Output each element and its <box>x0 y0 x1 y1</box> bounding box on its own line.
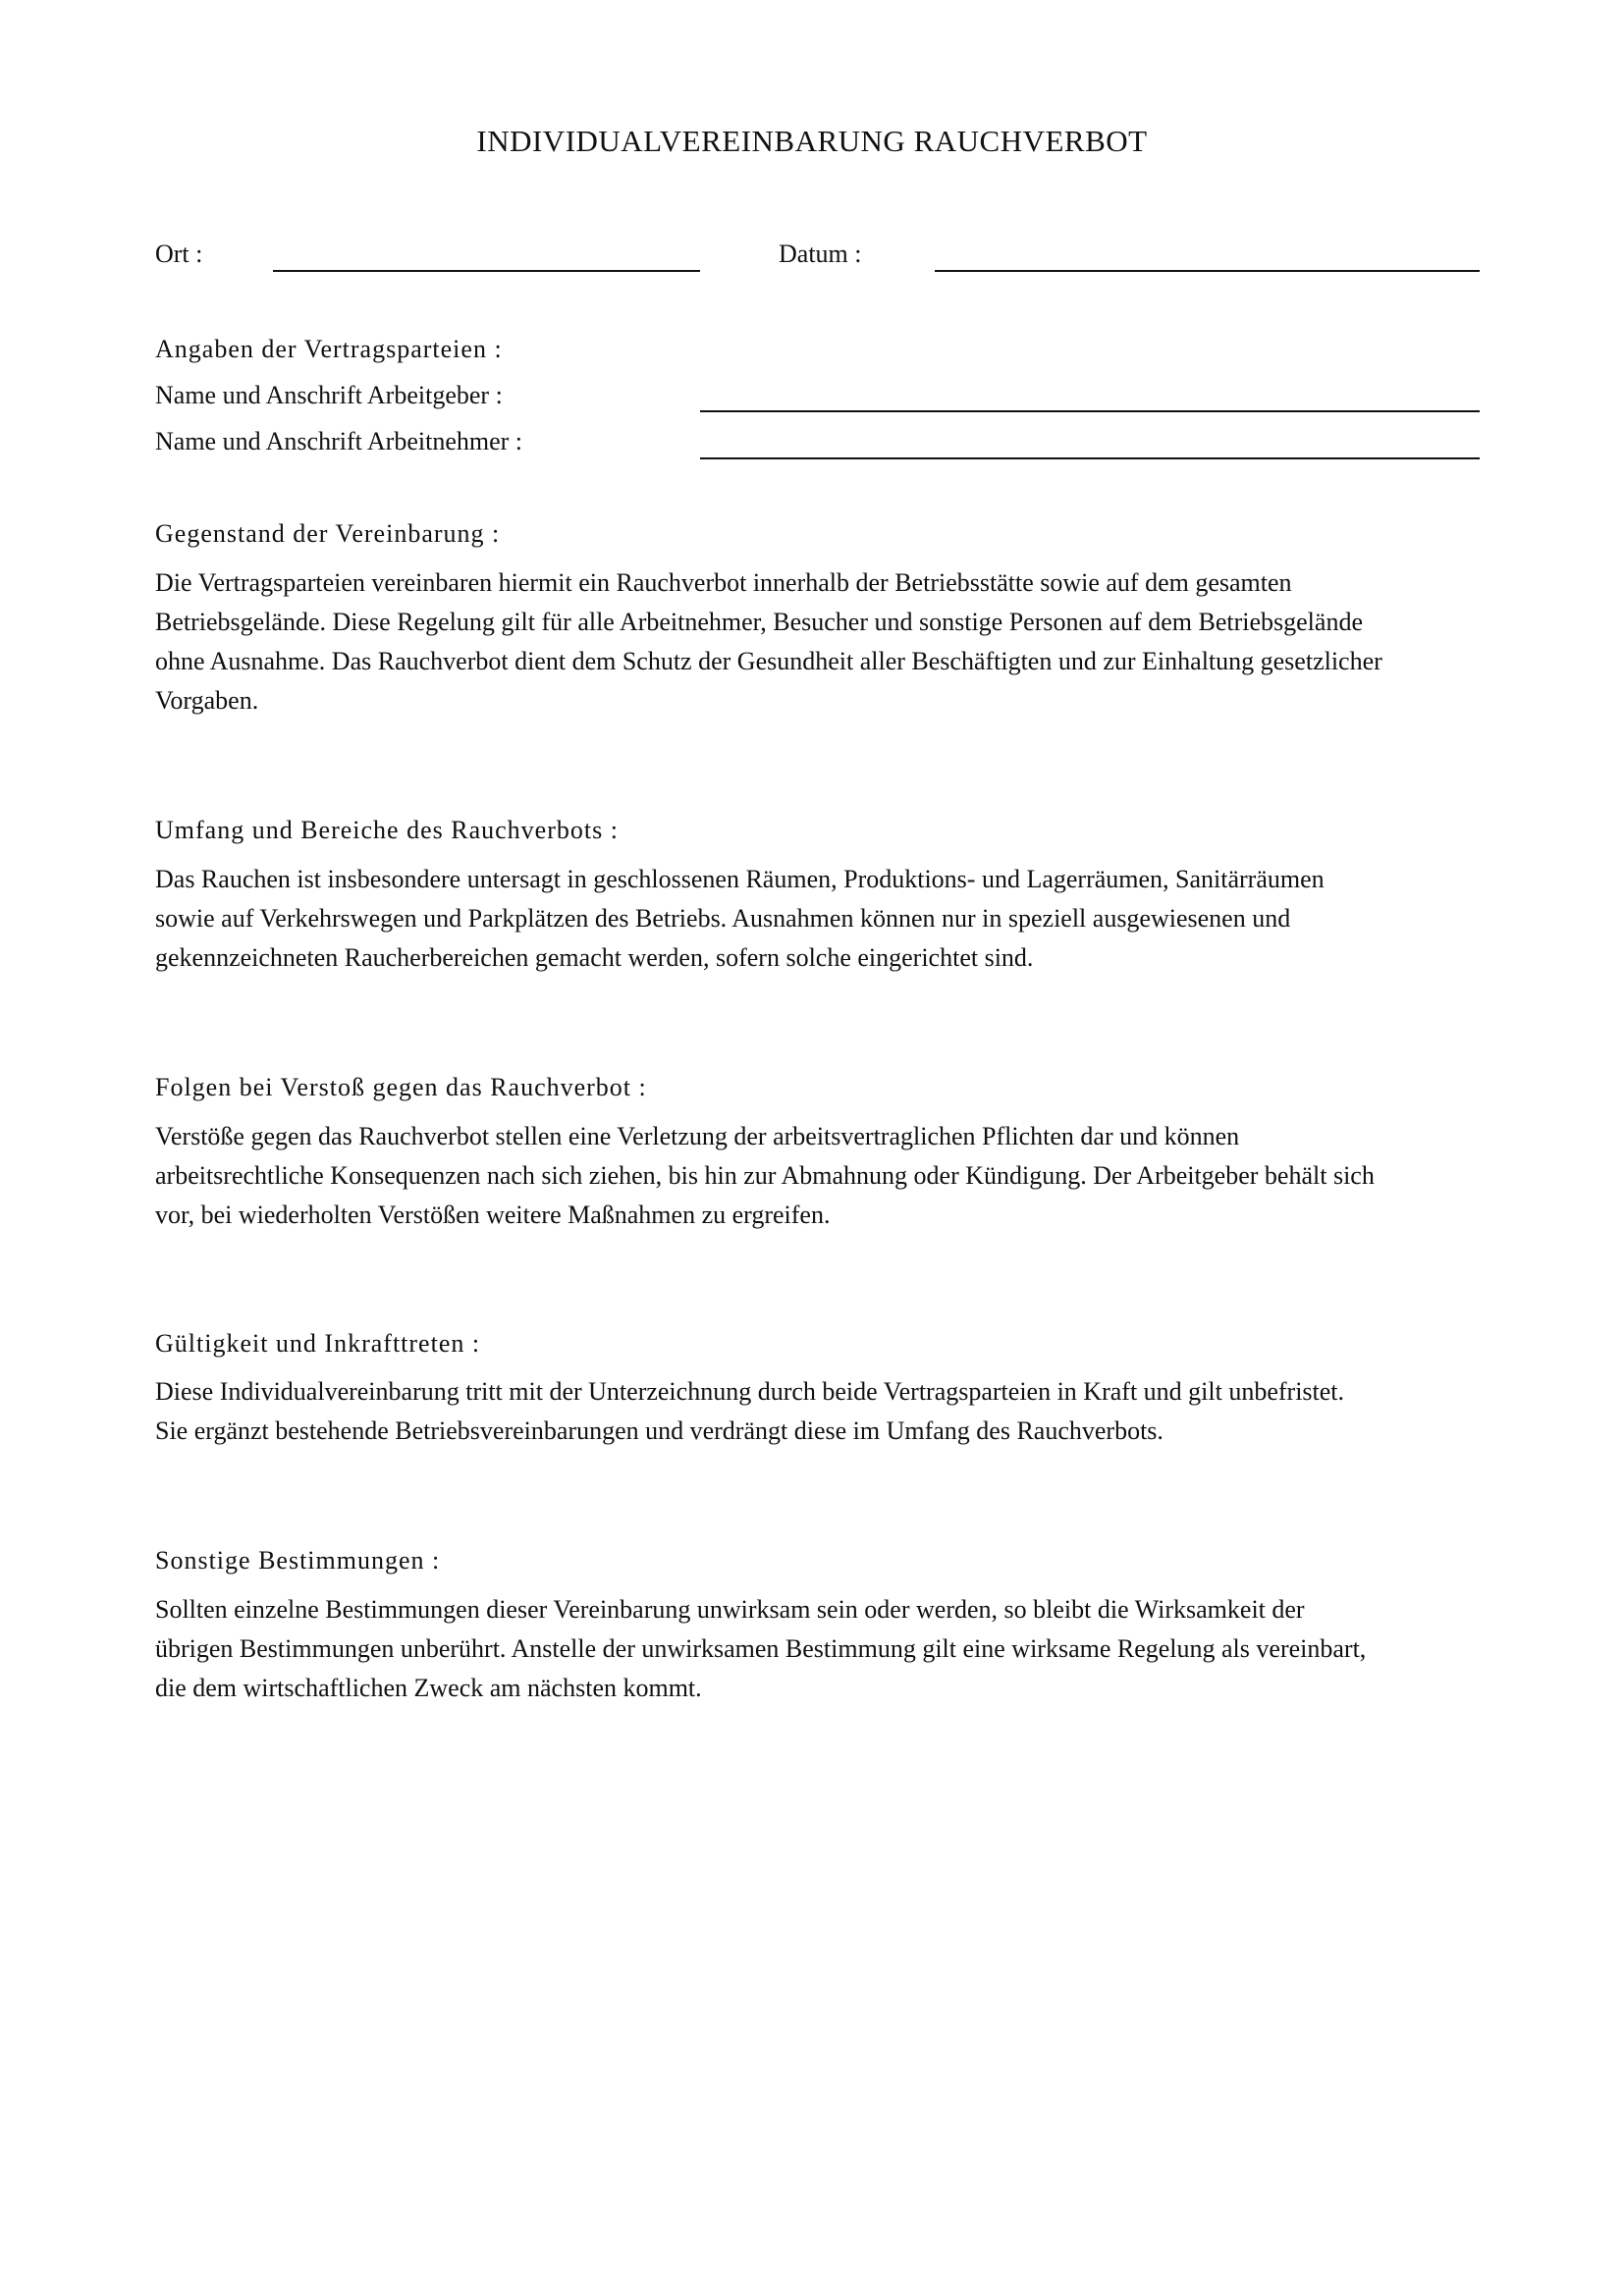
section-heading-umfang: Umfang und Bereiche des Rauchverbots : <box>155 816 619 844</box>
section-heading-gueltigkeit: Gültigkeit und Inkrafttreten : <box>155 1329 481 1358</box>
section-heading-folgen: Folgen bei Verstoß gegen das Rauchverbot : <box>155 1073 647 1101</box>
parties-heading: Angaben der Vertragsparteien : <box>155 335 503 363</box>
section-text-gueltigkeit: Diese Individualvereinbarung tritt mit der Unterzeichnung durch beide Vertragsparteien in Kraft und gilt unbefristet. Sie ergänzt bestehende Betriebsvereinbarungen und verdrängt diese im Umfang des Rauchverbots. <box>155 1377 1345 1445</box>
section-text-gegenstand: Die Vertragsparteien vereinbaren hiermit ein Rauchverbot innerhalb der Betriebsstätte sowie auf dem gesamten Betriebsgelände. Diese Regelung gilt für alle Arbeitnehmer, Besucher und sonstige Personen auf dem Betriebsgelände ohne Ausnahme. Das Rauchverbot dient dem Schutz der Gesundheit aller Beschäftigten und zur Einhaltung gesetzlicher Vorgaben. <box>155 568 1382 715</box>
ort-label: Ort : <box>155 240 203 268</box>
section-text-sonstige: Sollten einzelne Bestimmungen dieser Vereinbarung unwirksam sein oder werden, so bleibt die Wirksamkeit der übrigen Bestimmungen unberührt. Anstelle der unwirksamen Bestimmung gilt eine wirksame Regelung als vereinbart, die dem wirtschaftlichen Zweck am nächsten kommt. <box>155 1595 1367 1702</box>
employee-label: Name und Anschrift Arbeitnehmer : <box>155 427 523 455</box>
section-heading-gegenstand: Gegenstand der Vereinbarung : <box>155 519 501 548</box>
section-heading-sonstige: Sonstige Bestimmungen : <box>155 1546 441 1575</box>
ort-field-line[interactable] <box>273 270 700 272</box>
section-text-umfang: Das Rauchen ist insbesondere untersagt in geschlossenen Räumen, Produktions- und Lagerräumen, Sanitärräumen sowie auf Verkehrswegen und Parkplätzen des Betriebs. Ausnahmen können nur in speziell ausgewiesenen und gekennzeichneten Raucherbereichen gemacht werden, sofern solche eingerichtet sind. <box>155 865 1325 972</box>
datum-label: Datum : <box>779 240 862 268</box>
employee-field-line[interactable] <box>700 457 1480 459</box>
datum-field-line[interactable] <box>935 270 1480 272</box>
employer-field-line[interactable] <box>700 410 1480 412</box>
employer-label: Name und Anschrift Arbeitgeber : <box>155 381 503 409</box>
section-text-folgen: Verstöße gegen das Rauchverbot stellen eine Verletzung der arbeitsvertraglichen Pflichten dar und können arbeitsrechtliche Konsequenzen nach sich ziehen, bis hin zur Abmahnung oder Kündigung. Der Arbeitgeber behält sich vor, bei wiederholten Verstößen weitere Maßnahmen zu ergreifen. <box>155 1122 1375 1229</box>
document-title: INDIVIDUALVEREINBARUNG RAUCHVERBOT <box>476 124 1148 158</box>
